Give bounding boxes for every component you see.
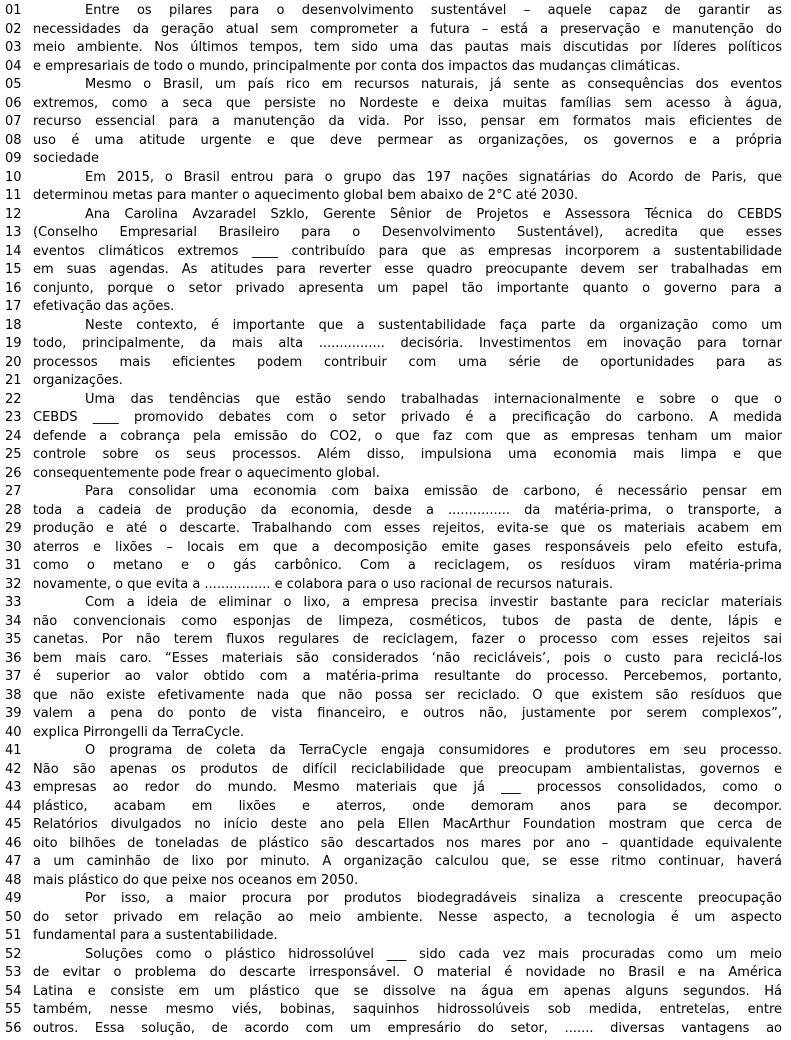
line-number: 54 bbox=[5, 983, 22, 999]
text-line bbox=[0, 983, 791, 1002]
line-number: 24 bbox=[5, 428, 22, 444]
text-line bbox=[0, 428, 791, 447]
line-number: 05 bbox=[5, 77, 22, 92]
line-text: conjunto, porque o setor privado apresenta um papel tão importante quanto o governo para a bbox=[33, 280, 782, 296]
line-text: Relatórios divulgados no início deste ano pela Ellen MacArthur Foundation mostram que cerca de bbox=[33, 817, 782, 832]
line-number: 17 bbox=[5, 299, 22, 314]
line-text: extremos, como a seca que persiste no Nordeste e deixa muitas famílias sem acesso à água, bbox=[33, 95, 782, 111]
text-line bbox=[0, 21, 791, 40]
text-line bbox=[0, 705, 791, 724]
text-line bbox=[0, 113, 791, 132]
line-text: Entre os pilares para o desenvolvimento sustentável – aquele capaz de garantir as bbox=[85, 3, 782, 18]
text-line bbox=[0, 58, 791, 77]
line-number: 13 bbox=[5, 225, 22, 240]
line-number: 30 bbox=[5, 539, 22, 555]
line-text: Não são apenas os produtos de difícil reciclabilidade que preocupam ambientalistas, governos e bbox=[33, 761, 782, 777]
text-line bbox=[0, 798, 791, 817]
text-line bbox=[0, 187, 791, 206]
line-text: que não existe efetivamente nada que não possa ser reciclado. O que existem são resíduos que bbox=[33, 687, 782, 703]
text-line bbox=[0, 557, 791, 576]
line-text: Mesmo o Brasil, um país rico em recursos naturais, já sente as consequências dos eventos bbox=[85, 77, 782, 92]
line-text: em suas agendas. As atitudes para reverter esse quadro preocupante devem ser trabalhadas em bbox=[33, 262, 782, 277]
line-number: 45 bbox=[5, 817, 22, 832]
text-line bbox=[0, 594, 791, 613]
line-number: 18 bbox=[5, 317, 22, 333]
line-text: todo, principalmente, da mais alta ................ decisória. Investimentos em inovação para tornar bbox=[33, 336, 782, 351]
line-text: processos mais eficientes podem contribuir com uma série de oportunidades para as bbox=[33, 354, 782, 370]
line-text: sociedade bbox=[33, 151, 99, 166]
line-text: e empresariais de todo o mundo, principalmente por conta dos impactos das mudanças climáticas. bbox=[33, 58, 681, 74]
line-text: Ana Carolina Avzaradel Szklo, Gerente Sênior de Projetos e Assessora Técnica do CEBDS bbox=[85, 206, 782, 222]
text-line bbox=[0, 761, 791, 780]
line-text: consequentemente pode frear o aquecimento global. bbox=[33, 465, 380, 481]
line-number: 51 bbox=[5, 928, 22, 943]
line-number: 46 bbox=[5, 835, 22, 851]
text-line bbox=[0, 1020, 791, 1039]
line-number: 42 bbox=[5, 761, 22, 777]
text-line bbox=[0, 724, 791, 743]
text-line bbox=[0, 243, 791, 262]
text-line bbox=[0, 890, 791, 909]
line-text: eventos climáticos extremos ____ contribuído para que as empresas incorporem a sustentabilidade bbox=[33, 243, 782, 259]
line-number: 04 bbox=[5, 58, 22, 74]
line-text: necessidades da geração atual sem comprometer a futura – está a preservação e manutenção do bbox=[33, 21, 782, 37]
line-number: 23 bbox=[5, 410, 22, 425]
line-number: 12 bbox=[5, 206, 22, 222]
line-text: Latina e consiste em um plástico que se dissolve na água em apenas alguns segundos. Há bbox=[33, 983, 782, 999]
text-line bbox=[0, 169, 791, 188]
line-number: 49 bbox=[5, 891, 22, 906]
line-number: 19 bbox=[5, 336, 22, 351]
text-line bbox=[0, 280, 791, 299]
line-text: aterros e lixões – locais em que a decomposição emite gases responsáveis pelo efeito estufa, bbox=[33, 539, 782, 555]
line-number: 07 bbox=[5, 114, 22, 129]
line-text: canetas. Por não terem fluxos regulares de reciclagem, fazer o processo com esses rejeitos sai bbox=[33, 632, 782, 647]
text-line bbox=[0, 261, 791, 280]
line-text: produção e até o descarte. Trabalhando com esses rejeitos, evita-se que os materiais acabem em bbox=[33, 521, 782, 536]
line-text: Com a ideia de eliminar o lixo, a empresa precisa investir bastante para reciclar materiais bbox=[85, 595, 782, 610]
text-line bbox=[0, 298, 791, 317]
text-line bbox=[0, 206, 791, 225]
text-line bbox=[0, 927, 791, 946]
line-number: 53 bbox=[5, 965, 22, 980]
line-number: 50 bbox=[5, 909, 22, 925]
line-text: toda a cadeia de produção da economia, desde a ............... da matéria-prima, o transporte, a bbox=[33, 502, 782, 518]
line-number: 27 bbox=[5, 484, 22, 499]
line-text: Em 2015, o Brasil entrou para o grupo das 197 nações signatárias do Acordo de Paris, que bbox=[85, 169, 782, 185]
line-text: mais plástico do que peixe nos oceanos em 2050. bbox=[33, 872, 359, 888]
line-number: 20 bbox=[5, 354, 22, 370]
text-line bbox=[0, 613, 791, 632]
line-text: valem a pena do ponto de vista financeiro, e outros não, justamente por serem complexos”, bbox=[33, 706, 782, 721]
line-number: 29 bbox=[5, 521, 22, 536]
text-line bbox=[0, 224, 791, 243]
line-number: 48 bbox=[5, 872, 22, 888]
text-line bbox=[0, 816, 791, 835]
line-number: 14 bbox=[5, 243, 22, 259]
line-number: 06 bbox=[5, 95, 22, 111]
line-text: do setor privado em relação ao meio ambiente. Nesse aspecto, a tecnologia é um aspecto bbox=[33, 909, 782, 925]
text-line bbox=[0, 909, 791, 928]
line-text: oito bilhões de toneladas de plástico são descartados nos mares por ano – quantidade equivalente bbox=[33, 835, 782, 851]
line-number: 37 bbox=[5, 669, 22, 684]
line-number: 43 bbox=[5, 780, 22, 795]
line-text: plástico, acabam em lixões e aterros, onde demoram anos para se decompor. bbox=[33, 798, 782, 814]
text-line bbox=[0, 317, 791, 336]
line-number: 22 bbox=[5, 391, 22, 407]
text-line bbox=[0, 964, 791, 983]
text-line bbox=[0, 446, 791, 465]
line-number: 39 bbox=[5, 706, 22, 721]
text-line bbox=[0, 2, 791, 21]
text-line bbox=[0, 132, 791, 151]
text-line bbox=[0, 39, 791, 58]
line-number: 47 bbox=[5, 854, 22, 869]
line-text: Neste contexto, é importante que a sustentabilidade faça parte da organização como um bbox=[85, 317, 782, 333]
text-line bbox=[0, 409, 791, 428]
text-line bbox=[0, 354, 791, 373]
line-number: 38 bbox=[5, 687, 22, 703]
text-line bbox=[0, 150, 791, 169]
text-line bbox=[0, 576, 791, 595]
line-text: determinou metas para manter o aquecimento global bem abaixo de 2°C até 2030. bbox=[33, 188, 579, 203]
line-number: 31 bbox=[5, 558, 22, 573]
text-line bbox=[0, 835, 791, 854]
text-line bbox=[0, 779, 791, 798]
line-text: bem mais caro. “Esses materiais são considerados ‘não recicláveis’, pois o custo para reciclá-los bbox=[33, 650, 782, 666]
line-number: 41 bbox=[5, 743, 22, 758]
line-text: não convencionais como esponjas de limpeza, cosméticos, tubos de pasta de dente, lápis e bbox=[33, 613, 782, 629]
line-text: organizações. bbox=[33, 373, 123, 388]
line-number: 26 bbox=[5, 465, 22, 481]
line-text: a um caminhão de lixo por minuto. A organização calculou que, se esse ritmo continuar, haverá bbox=[33, 854, 782, 869]
line-text: uso é uma atitude urgente e que deve permear as organizações, os governos e a própria bbox=[33, 132, 782, 148]
text-line bbox=[0, 391, 791, 410]
line-number: 15 bbox=[5, 262, 22, 277]
text-line bbox=[0, 502, 791, 521]
line-text: outros. Essa solução, de acordo com um empresário do setor, ....... diversas vantagens ao bbox=[33, 1020, 782, 1036]
line-number: 08 bbox=[5, 132, 22, 148]
text-line bbox=[0, 483, 791, 502]
line-number: 56 bbox=[5, 1020, 22, 1036]
line-text: também, nesse mesmo viés, bobinas, saquinhos hidrossolúveis sob medida, entretelas, entre bbox=[33, 1002, 782, 1017]
line-text: CEBDS ____ promovido debates com o setor privado é a precificação do carbono. A medida bbox=[33, 410, 782, 425]
text-line bbox=[0, 95, 791, 114]
text-line bbox=[0, 742, 791, 761]
line-text: Por isso, a maior procura por produtos biodegradáveis sinaliza a crescente preocupação bbox=[85, 891, 782, 906]
line-number: 01 bbox=[5, 3, 22, 18]
text-line bbox=[0, 465, 791, 484]
text-line bbox=[0, 372, 791, 391]
line-number: 11 bbox=[5, 188, 22, 203]
line-text: é superior ao valor obtido com a matéria-prima resultante do processo. Percebemos, portanto, bbox=[33, 669, 782, 684]
line-number: 52 bbox=[5, 946, 22, 962]
text-body bbox=[0, 2, 791, 1038]
line-number: 28 bbox=[5, 502, 22, 518]
line-number: 44 bbox=[5, 798, 22, 814]
line-number: 35 bbox=[5, 632, 22, 647]
line-text: efetivação das ações. bbox=[33, 299, 175, 314]
line-number: 40 bbox=[5, 724, 22, 740]
line-text: O programa de coleta da TerraCycle engaja consumidores e produtores em seu processo. bbox=[85, 743, 782, 758]
line-number: 36 bbox=[5, 650, 22, 666]
text-line bbox=[0, 631, 791, 650]
line-number: 16 bbox=[5, 280, 22, 296]
line-text: (Conselho Empresarial Brasileiro para o Desenvolvimento Sustentável), acredita que esses bbox=[33, 225, 782, 240]
text-line bbox=[0, 520, 791, 539]
line-number: 34 bbox=[5, 613, 22, 629]
text-line bbox=[0, 946, 791, 965]
line-text: recurso essencial para a manutenção da vida. Por isso, pensar em formatos mais eficientes de bbox=[33, 114, 782, 129]
line-number: 02 bbox=[5, 21, 22, 37]
line-text: fundamental para a sustentabilidade. bbox=[33, 928, 278, 943]
text-line bbox=[0, 539, 791, 558]
line-text: defende a cobrança pela emissão do CO2, o que faz com que as empresas tenham um maior bbox=[33, 428, 782, 444]
line-text: como o metano e o gás carbônico. Com a reciclagem, os resíduos viram matéria-prima bbox=[33, 558, 782, 573]
line-text: novamente, o que evita a ................ e colabora para o uso racional de recursos naturais. bbox=[33, 576, 614, 592]
line-text: explica Pirrongelli da TerraCycle. bbox=[33, 724, 245, 740]
line-text: de evitar o problema do descarte irresponsável. O material é novidade no Brasil e na América bbox=[33, 965, 782, 980]
text-line bbox=[0, 1001, 791, 1020]
line-text: controle sobre os seus processos. Além disso, impulsiona uma economia mais limpa e que bbox=[33, 447, 782, 462]
line-number: 25 bbox=[5, 447, 22, 462]
text-line bbox=[0, 853, 791, 872]
line-number: 03 bbox=[5, 40, 22, 55]
text-line bbox=[0, 687, 791, 706]
text-line bbox=[0, 650, 791, 669]
line-number: 32 bbox=[5, 576, 22, 592]
line-text: empresas ao redor do mundo. Mesmo materiais que já ___ processos consolidados, como o bbox=[33, 780, 782, 795]
line-number: 21 bbox=[5, 373, 22, 388]
text-line bbox=[0, 76, 791, 95]
line-text: Para consolidar uma economia com baixa emissão de carbono, é necessário pensar em bbox=[85, 484, 782, 499]
text-line bbox=[0, 872, 791, 891]
line-text: Soluções como o plástico hidrossolúvel ___ sido cada vez mais procuradas como um meio bbox=[85, 946, 782, 962]
text-line bbox=[0, 335, 791, 354]
line-number: 09 bbox=[5, 151, 22, 166]
line-number: 55 bbox=[5, 1002, 22, 1017]
line-number: 10 bbox=[5, 169, 22, 185]
line-number: 33 bbox=[5, 595, 22, 610]
line-text: meio ambiente. Nos últimos tempos, tem sido uma das pautas mais discutidas por líderes políticos bbox=[33, 40, 782, 55]
line-text: Uma das tendências que estão sendo trabalhadas internacionalmente e sobre o que o bbox=[85, 391, 782, 407]
text-line bbox=[0, 668, 791, 687]
